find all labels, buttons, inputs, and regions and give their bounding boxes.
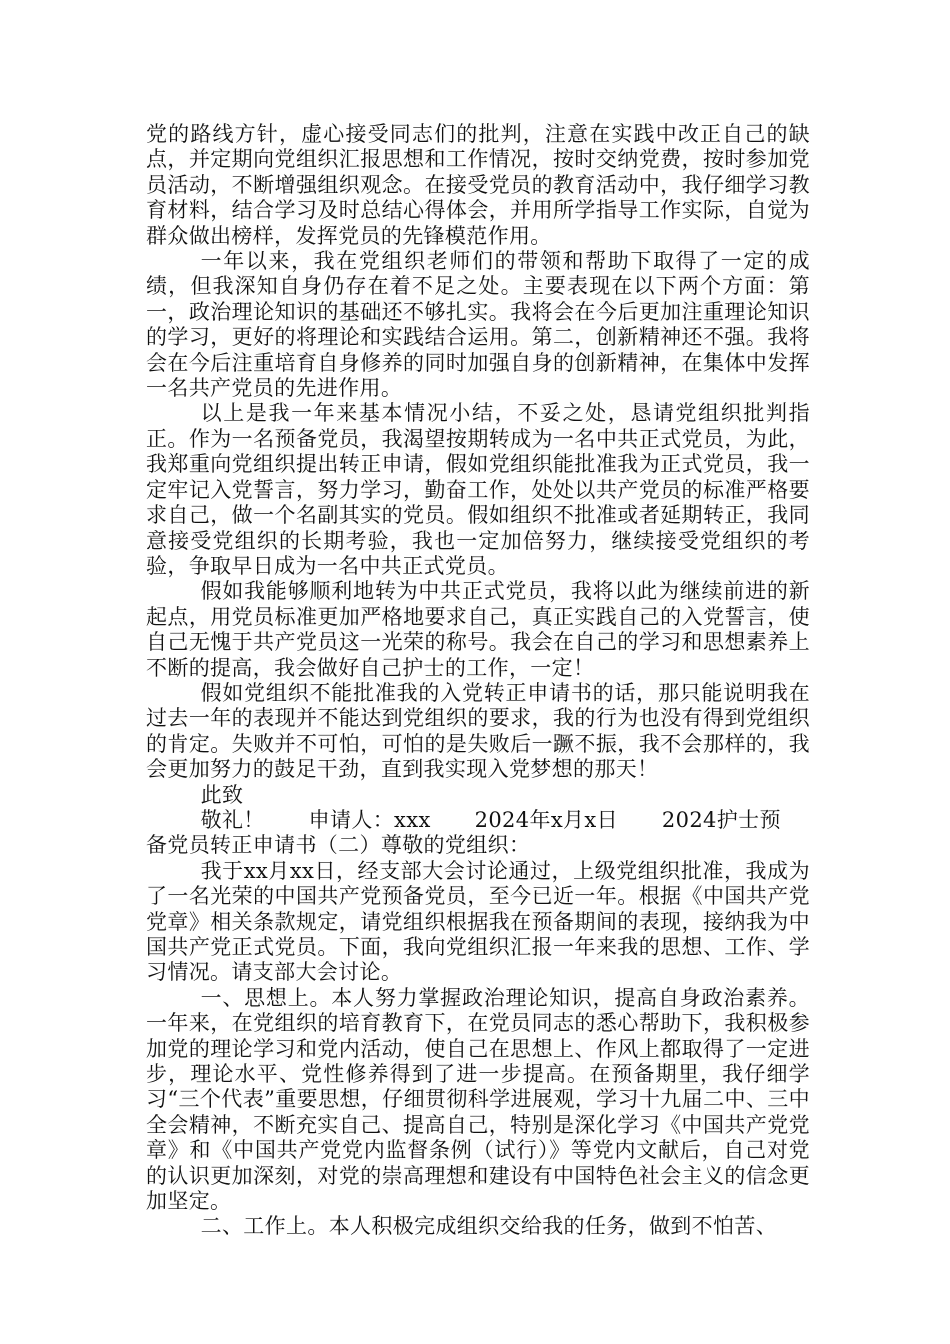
paragraph-5: 假如党组织不能批准我的入党转正申请书的话，那只能说明我在过去一年的表现并不能达到党组织的要求，我的行为也没有得到党组织的肯定。失败并不可怕，可怕的是失败后一蹶不振，我不会那样的，我会更加努力的鼓足干劲，直到我实现入党梦想的那天！	[146, 680, 810, 782]
paragraph-2: 一年以来，我在党组织老师们的带领和帮助下取得了一定的成绩，但我深知自身仍存在着不足之处。主要表现在以下两个方面：第一，政治理论知识的基础还不够扎实。我将会在今后更加注重理论知识的学习，更好的将理论和实践结合运用。第二，创新精神还不强。我将会在今后注重培育自身修养的同时加强自身的创新精神，在集体中发挥一名共产党员的先进作用。	[146, 249, 810, 401]
signature-line	[146, 808, 810, 833]
paragraph-8: 二、工作上。本人积极完成组织交给我的任务，做到不怕苦、	[200, 1214, 778, 1239]
second-title-continued: 备党员转正申请书（二）尊敬的党组织：	[146, 833, 531, 858]
closing-greeting: 此致	[200, 782, 244, 807]
second-title-start: 2024护士预	[661, 807, 781, 832]
salute: 敬礼！	[200, 807, 265, 832]
application-date: 2024年x月x日	[474, 807, 618, 832]
paragraph-7: 一、思想上。本人努力掌握政治理论知识，提高自身政治素养。一年来，在党组织的培育教育下，在党员同志的悉心帮助下，我积极参加党的理论学习和党内活动，使自己在思想上、作风上都取得了一定进步，理论水平、党性修养得到了进一步提高。在预备期里，我仔细学习“三个代表”重要思想，仔细贯彻科学进展观，学习十九届二中、三中全会精神，不断充实自己、提高自己，特别是深化学习《中国共产党党章》和《中国共产党党内监督条例（试行）》等党内文献后，自己对党的认识更加深刻，对党的崇高理想和建设有中国特色社会主义的信念更加坚定。	[146, 985, 810, 1214]
paragraph-4: 假如我能够顺利地转为中共正式党员，我将以此为继续前进的新起点，用党员标准更加严格地要求自己，真正实践自己的入党誓言，使自己无愧于共产党员这一光荣的称号。我会在自己的学习和思想素养上不断的提高，我会做好自己护士的工作，一定！	[146, 579, 810, 680]
applicant-name: 申请人：xxx	[308, 807, 431, 832]
document-body	[146, 122, 810, 1240]
paragraph-6: 我于xx月xx日，经支部大会讨论通过，上级党组织批准，我成为了一名光荣的中国共产党预备党员，至今已近一年。根据《中国共产党党章》相关条款规定，请党组织根据我在预备期间的表现，接纳我为中国共产党正式党员。下面，我向党组织汇报一年来我的思想、工作、学习情况。请支部大会讨论。	[146, 858, 810, 985]
paragraph-1: 党的路线方针，虚心接受同志们的批判，注意在实践中改正自己的缺点，并定期向党组织汇报思想和工作情况，按时交纳党费，按时参加党员活动，不断增强组织观念。在接受党员的教育活动中，我仔细学习教育材料，结合学习及时总结心得体会，并用所学指导工作实际，自觉为群众做出榜样，发挥党员的先锋模范作用。	[146, 122, 810, 248]
paragraph-3: 以上是我一年来基本情况小结，不妥之处，恳请党组织批判指正。作为一名预备党员，我渴望按期转成为一名中共正式党员，为此，我郑重向党组织提出转正申请，假如党组织能批准我为正式党员，我一定牢记入党誓言，努力学习，勤奋工作，处处以共产党员的标准严格要求自己，做一个名副其实的党员。假如组织不批准或者延期转正，我同意接受党组织的长期考验，我也一定加倍努力，继续接受党组织的考验，争取早日成为一名中共正式党员。	[146, 401, 810, 578]
